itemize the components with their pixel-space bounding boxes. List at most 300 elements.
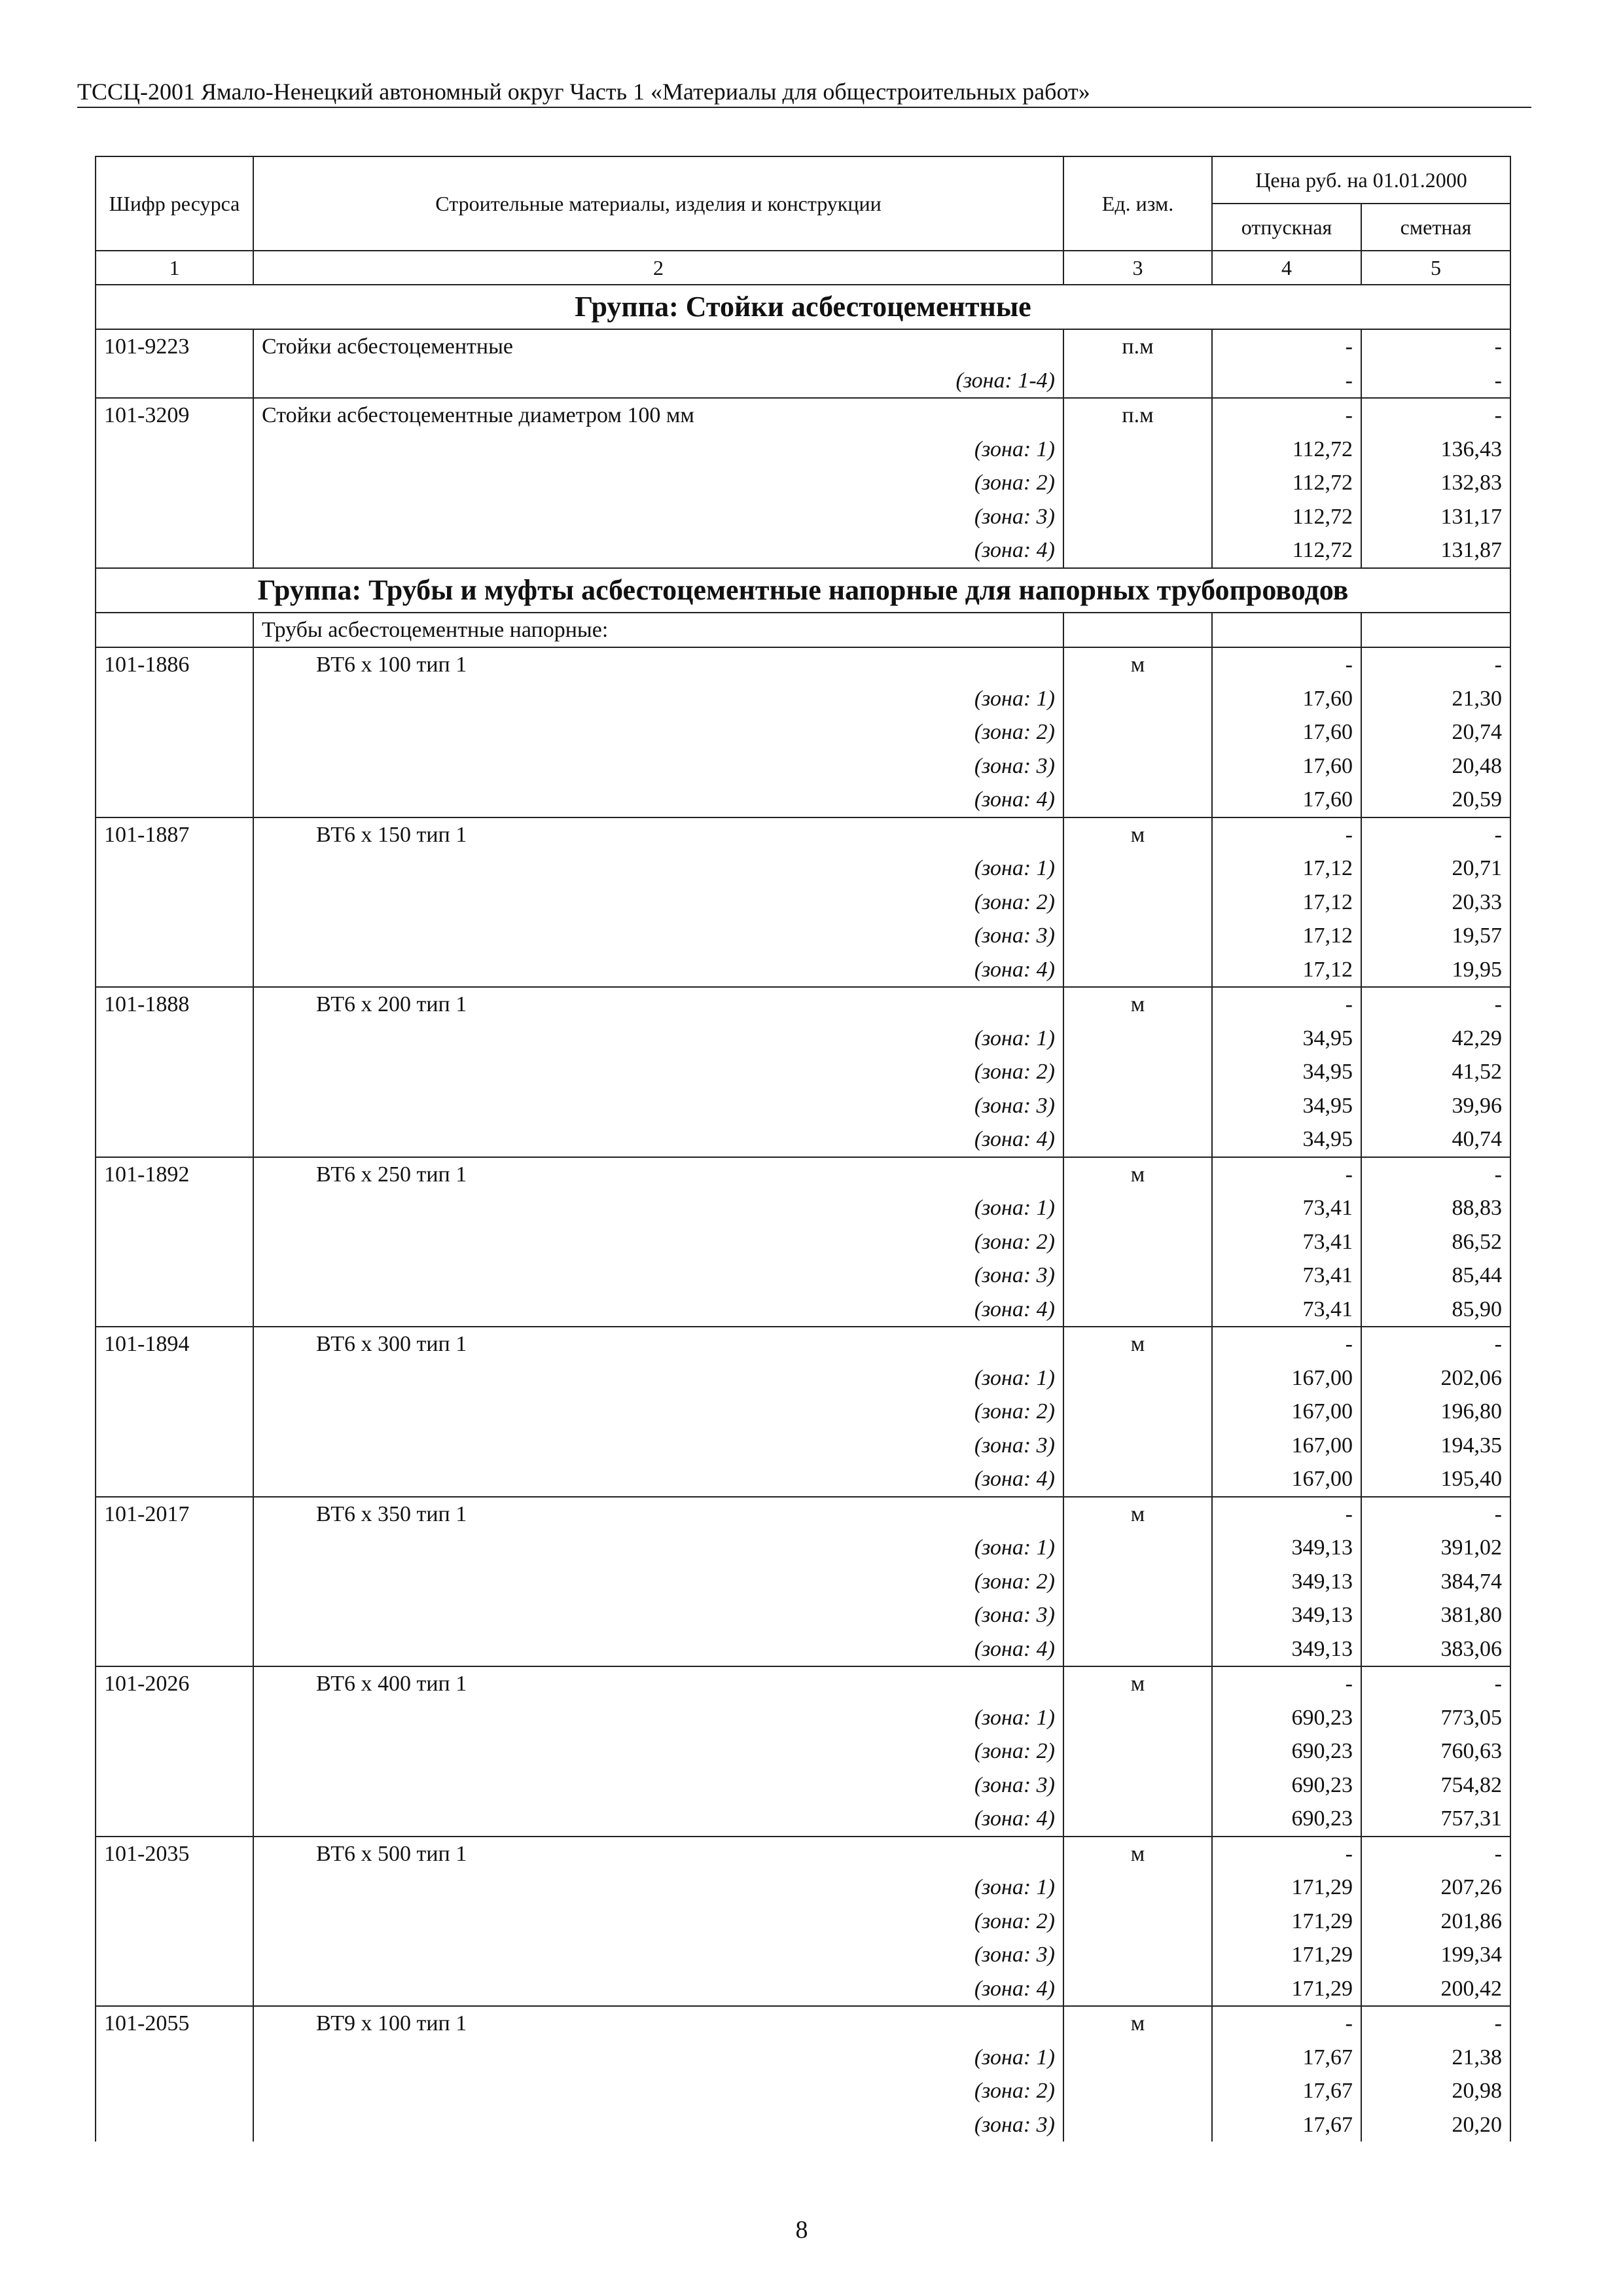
zone-label: (зона: 3) xyxy=(253,1598,1063,1632)
price-table xyxy=(95,156,1511,2142)
group-row xyxy=(96,568,1510,613)
zone-row xyxy=(96,852,1510,886)
empty-cell xyxy=(96,919,253,953)
zone-row xyxy=(96,1938,1510,1972)
release-price: 17,12 xyxy=(1212,852,1361,886)
release-price: 17,60 xyxy=(1212,715,1361,749)
zone-row xyxy=(96,2074,1510,2108)
release-price: 171,29 xyxy=(1212,1871,1361,1905)
zone-row xyxy=(96,783,1510,817)
empty-cell xyxy=(1063,749,1212,783)
column-number: 2 xyxy=(253,251,1063,285)
release-price: 34,95 xyxy=(1212,1022,1361,1056)
estimate-price: - xyxy=(1361,1666,1510,1701)
estimate-price: 760,63 xyxy=(1361,1734,1510,1768)
zone-row xyxy=(96,886,1510,920)
estimate-price: 86,52 xyxy=(1361,1225,1510,1259)
empty-cell xyxy=(96,1395,253,1429)
table-row xyxy=(96,329,1510,364)
zone-row xyxy=(96,533,1510,568)
zone-label: (зона: 1) xyxy=(253,1531,1063,1565)
material-name: ВТ6 х 300 тип 1 xyxy=(253,1327,1063,1361)
release-price: 690,23 xyxy=(1212,1768,1361,1803)
empty-cell xyxy=(96,682,253,716)
zone-label: (зона: 1) xyxy=(253,852,1063,886)
estimate-price: - xyxy=(1361,817,1510,852)
unit-cell: м xyxy=(1063,817,1212,852)
release-price: 112,72 xyxy=(1212,500,1361,534)
empty-cell xyxy=(96,1734,253,1768)
zone-label: (зона: 4) xyxy=(253,783,1063,817)
estimate-price: 202,06 xyxy=(1361,1361,1510,1395)
empty-cell xyxy=(96,1122,253,1157)
empty-cell xyxy=(96,1293,253,1327)
zone-label: (зона: 3) xyxy=(253,1938,1063,1972)
empty-cell xyxy=(96,1632,253,1667)
zone-label: (зона: 3) xyxy=(253,749,1063,783)
material-name: ВТ6 х 100 тип 1 xyxy=(253,647,1063,682)
zone-row xyxy=(96,749,1510,783)
empty-cell xyxy=(96,364,253,399)
estimate-price: 39,96 xyxy=(1361,1089,1510,1123)
empty-cell xyxy=(1063,364,1212,399)
estimate-price: 20,33 xyxy=(1361,886,1510,920)
running-header: ТССЦ-2001 Ямало-Ненецкий автономный округ Часть 1 «Материалы для общестроительных работ» xyxy=(77,79,1090,105)
release-price: 17,60 xyxy=(1212,783,1361,817)
empty-cell xyxy=(1063,500,1212,534)
table-row xyxy=(96,1327,1510,1361)
column-number: 5 xyxy=(1361,251,1510,285)
release-price: - xyxy=(1212,1497,1361,1532)
empty-cell xyxy=(1063,1089,1212,1123)
zone-row xyxy=(96,2041,1510,2075)
release-price: 112,72 xyxy=(1212,533,1361,568)
zone-label: (зона: 1) xyxy=(253,682,1063,716)
empty-cell xyxy=(1063,1462,1212,1497)
zone-row xyxy=(96,1531,1510,1565)
empty-cell xyxy=(96,1531,253,1565)
material-name: ВТ6 х 500 тип 1 xyxy=(253,1837,1063,1871)
empty-cell xyxy=(96,1938,253,1972)
release-price: 349,13 xyxy=(1212,1632,1361,1667)
material-name: ВТ6 х 400 тип 1 xyxy=(253,1666,1063,1701)
estimate-price: 391,02 xyxy=(1361,1531,1510,1565)
release-price: 34,95 xyxy=(1212,1055,1361,1089)
release-price: - xyxy=(1212,817,1361,852)
empty-cell xyxy=(96,1701,253,1735)
unit-cell: м xyxy=(1063,647,1212,682)
zone-label: (зона: 3) xyxy=(253,1259,1063,1293)
zone-row xyxy=(96,1293,1510,1327)
page-number: 8 xyxy=(795,2216,808,2244)
header-estimate: сметная xyxy=(1361,204,1510,251)
estimate-price: 19,57 xyxy=(1361,919,1510,953)
zone-row xyxy=(96,1802,1510,1837)
empty-cell xyxy=(1063,2041,1212,2075)
estimate-price: 20,74 xyxy=(1361,715,1510,749)
empty-cell xyxy=(96,1565,253,1599)
empty-cell xyxy=(96,500,253,534)
unit-cell: п.м xyxy=(1063,329,1212,364)
zone-label: (зона: 2) xyxy=(253,715,1063,749)
empty-cell xyxy=(96,1361,253,1395)
empty-cell xyxy=(96,1972,253,2007)
zone-row xyxy=(96,364,1510,399)
empty-cell xyxy=(96,1429,253,1463)
estimate-price: - xyxy=(1361,1837,1510,1871)
release-price: - xyxy=(1212,398,1361,433)
release-price: 690,23 xyxy=(1212,1701,1361,1735)
empty-cell xyxy=(1063,1701,1212,1735)
release-price: 73,41 xyxy=(1212,1225,1361,1259)
release-price: 17,67 xyxy=(1212,2074,1361,2108)
estimate-price: - xyxy=(1361,329,1510,364)
release-price: 73,41 xyxy=(1212,1293,1361,1327)
zone-row xyxy=(96,682,1510,716)
zone-row xyxy=(96,1361,1510,1395)
empty-cell xyxy=(1063,533,1212,568)
resource-code: 101-2035 xyxy=(96,1837,253,1871)
header-unit: Ед. изм. xyxy=(1063,156,1212,251)
zone-label: (зона: 3) xyxy=(253,500,1063,534)
zone-row xyxy=(96,1598,1510,1632)
material-name: ВТ6 х 350 тип 1 xyxy=(253,1497,1063,1532)
table-row xyxy=(96,2006,1510,2041)
zone-label: (зона: 1) xyxy=(253,1701,1063,1735)
release-price: 73,41 xyxy=(1212,1191,1361,1225)
release-price: 171,29 xyxy=(1212,1905,1361,1939)
zone-label: (зона: 4) xyxy=(253,1293,1063,1327)
zone-label: (зона: 3) xyxy=(253,1089,1063,1123)
table-row xyxy=(96,398,1510,433)
empty-cell xyxy=(96,2108,253,2142)
zone-label: (зона: 3) xyxy=(253,1429,1063,1463)
empty-cell xyxy=(1063,466,1212,500)
zone-label: (зона: 3) xyxy=(253,1768,1063,1803)
zone-label: (зона: 4) xyxy=(253,1632,1063,1667)
unit-cell: м xyxy=(1063,1157,1212,1192)
estimate-price: 85,90 xyxy=(1361,1293,1510,1327)
release-price: 17,67 xyxy=(1212,2108,1361,2142)
zone-label: (зона: 2) xyxy=(253,886,1063,920)
zone-row xyxy=(96,1089,1510,1123)
empty-cell xyxy=(96,715,253,749)
empty-cell xyxy=(96,852,253,886)
empty-cell xyxy=(96,1191,253,1225)
empty-cell xyxy=(1063,613,1212,648)
empty-cell xyxy=(96,1768,253,1803)
zone-label: (зона: 1) xyxy=(253,2041,1063,2075)
release-price: 171,29 xyxy=(1212,1938,1361,1972)
table-row xyxy=(96,1837,1510,1871)
release-price: 17,60 xyxy=(1212,682,1361,716)
release-price: - xyxy=(1212,2006,1361,2041)
zone-label: (зона: 2) xyxy=(253,466,1063,500)
release-price: - xyxy=(1212,364,1361,399)
empty-cell xyxy=(1063,1361,1212,1395)
estimate-price: 131,87 xyxy=(1361,533,1510,568)
empty-cell xyxy=(96,613,253,648)
release-price: - xyxy=(1212,1666,1361,1701)
empty-cell xyxy=(1063,1768,1212,1803)
group-row xyxy=(96,285,1510,329)
empty-cell xyxy=(1212,613,1361,648)
zone-label: (зона: 1) xyxy=(253,1191,1063,1225)
empty-cell xyxy=(96,466,253,500)
header-name: Строительные материалы, изделия и конструкции xyxy=(253,156,1063,251)
empty-cell xyxy=(96,1598,253,1632)
zone-label: (зона: 2) xyxy=(253,1395,1063,1429)
empty-cell xyxy=(96,1259,253,1293)
group-title: Группа: Трубы и муфты асбестоцементные напорные для напорных трубопроводов xyxy=(96,568,1510,613)
estimate-price: - xyxy=(1361,987,1510,1022)
resource-code: 101-1888 xyxy=(96,987,253,1022)
release-price: 112,72 xyxy=(1212,433,1361,467)
estimate-price: 383,06 xyxy=(1361,1632,1510,1667)
empty-cell xyxy=(1063,852,1212,886)
zone-label: (зона: 3) xyxy=(253,2108,1063,2142)
zone-label: (зона: 2) xyxy=(253,1905,1063,1939)
release-price: - xyxy=(1212,329,1361,364)
empty-cell xyxy=(96,1462,253,1497)
zone-label: (зона: 2) xyxy=(253,1055,1063,1089)
estimate-price: 136,43 xyxy=(1361,433,1510,467)
empty-cell xyxy=(96,1225,253,1259)
release-price: 73,41 xyxy=(1212,1259,1361,1293)
zone-row xyxy=(96,433,1510,467)
estimate-price: 40,74 xyxy=(1361,1122,1510,1157)
material-name: ВТ6 х 150 тип 1 xyxy=(253,817,1063,852)
resource-code: 101-9223 xyxy=(96,329,253,364)
zone-label: (зона: 4) xyxy=(253,533,1063,568)
empty-cell xyxy=(1063,2074,1212,2108)
zone-label: (зона: 1) xyxy=(253,1022,1063,1056)
empty-cell xyxy=(1063,1972,1212,2007)
material-name: Стойки асбестоцементные диаметром 100 мм xyxy=(253,398,1063,433)
release-price: 690,23 xyxy=(1212,1734,1361,1768)
release-price: - xyxy=(1212,1327,1361,1361)
zone-row xyxy=(96,1429,1510,1463)
resource-code: 101-3209 xyxy=(96,398,253,433)
zone-label: (зона: 4) xyxy=(253,1972,1063,2007)
zone-row xyxy=(96,466,1510,500)
table-row xyxy=(96,1497,1510,1532)
header-rule xyxy=(77,107,1531,108)
release-price: 167,00 xyxy=(1212,1462,1361,1497)
estimate-price: 20,48 xyxy=(1361,749,1510,783)
estimate-price: - xyxy=(1361,2006,1510,2041)
table-header-row xyxy=(96,156,1510,204)
empty-cell xyxy=(1063,1225,1212,1259)
zone-row xyxy=(96,1259,1510,1293)
zone-row xyxy=(96,500,1510,534)
zone-row xyxy=(96,1462,1510,1497)
estimate-price: 196,80 xyxy=(1361,1395,1510,1429)
zone-row xyxy=(96,953,1510,988)
release-price: - xyxy=(1212,647,1361,682)
estimate-price: 88,83 xyxy=(1361,1191,1510,1225)
release-price: 167,00 xyxy=(1212,1429,1361,1463)
resource-code: 101-1892 xyxy=(96,1157,253,1192)
release-price: 34,95 xyxy=(1212,1089,1361,1123)
zone-row xyxy=(96,1055,1510,1089)
material-name: ВТ6 х 200 тип 1 xyxy=(253,987,1063,1022)
resource-code: 101-1887 xyxy=(96,817,253,852)
unit-cell: м xyxy=(1063,1666,1212,1701)
estimate-price: 20,71 xyxy=(1361,852,1510,886)
empty-cell xyxy=(96,1022,253,1056)
zone-row xyxy=(96,1905,1510,1939)
empty-cell xyxy=(96,2041,253,2075)
zone-row xyxy=(96,1972,1510,2007)
empty-cell xyxy=(1063,1938,1212,1972)
release-price: 112,72 xyxy=(1212,466,1361,500)
zone-row xyxy=(96,1871,1510,1905)
release-price: 17,67 xyxy=(1212,2041,1361,2075)
release-price: 17,60 xyxy=(1212,749,1361,783)
estimate-price: 195,40 xyxy=(1361,1462,1510,1497)
unit-cell: м xyxy=(1063,1327,1212,1361)
estimate-price: 85,44 xyxy=(1361,1259,1510,1293)
empty-cell xyxy=(1063,886,1212,920)
empty-cell xyxy=(1063,1293,1212,1327)
column-number: 3 xyxy=(1063,251,1212,285)
subgroup-row xyxy=(96,613,1510,648)
release-price: 17,12 xyxy=(1212,919,1361,953)
unit-cell: м xyxy=(1063,1837,1212,1871)
empty-cell xyxy=(96,1802,253,1837)
zone-row xyxy=(96,715,1510,749)
release-price: 171,29 xyxy=(1212,1972,1361,2007)
release-price: - xyxy=(1212,1837,1361,1871)
unit-cell: м xyxy=(1063,2006,1212,2041)
empty-cell xyxy=(1063,1022,1212,1056)
estimate-price: 41,52 xyxy=(1361,1055,1510,1089)
column-number: 1 xyxy=(96,251,253,285)
column-number: 4 xyxy=(1212,251,1361,285)
zone-row xyxy=(96,1395,1510,1429)
empty-cell xyxy=(96,433,253,467)
resource-code: 101-2055 xyxy=(96,2006,253,2041)
estimate-price: 21,30 xyxy=(1361,682,1510,716)
empty-cell xyxy=(1063,953,1212,988)
material-name: Стойки асбестоцементные xyxy=(253,329,1063,364)
zone-label: (зона: 4) xyxy=(253,953,1063,988)
resource-code: 101-1886 xyxy=(96,647,253,682)
table-row xyxy=(96,817,1510,852)
zone-label: (зона: 4) xyxy=(253,1462,1063,1497)
empty-cell xyxy=(96,1905,253,1939)
resource-code: 101-2017 xyxy=(96,1497,253,1532)
empty-cell xyxy=(1063,919,1212,953)
empty-cell xyxy=(96,1089,253,1123)
empty-cell xyxy=(1063,433,1212,467)
empty-cell xyxy=(1063,1871,1212,1905)
release-price: 349,13 xyxy=(1212,1598,1361,1632)
zone-row xyxy=(96,1632,1510,1667)
zone-label: (зона: 1) xyxy=(253,1361,1063,1395)
estimate-price: 773,05 xyxy=(1361,1701,1510,1735)
zone-label: (зона: 1-4) xyxy=(253,364,1063,399)
estimate-price: 194,35 xyxy=(1361,1429,1510,1463)
empty-cell xyxy=(1063,715,1212,749)
empty-cell xyxy=(1063,1565,1212,1599)
price-table-body xyxy=(96,156,1510,2142)
estimate-price: - xyxy=(1361,647,1510,682)
estimate-price: 757,31 xyxy=(1361,1802,1510,1837)
estimate-price: 21,38 xyxy=(1361,2041,1510,2075)
estimate-price: 131,17 xyxy=(1361,500,1510,534)
estimate-price: 132,83 xyxy=(1361,466,1510,500)
release-price: 167,00 xyxy=(1212,1395,1361,1429)
subgroup-title: Трубы асбестоцементные напорные: xyxy=(253,613,1063,648)
zone-label: (зона: 2) xyxy=(253,2074,1063,2108)
estimate-price: 207,26 xyxy=(1361,1871,1510,1905)
empty-cell xyxy=(96,953,253,988)
empty-cell xyxy=(1063,1598,1212,1632)
material-name: ВТ9 х 100 тип 1 xyxy=(253,2006,1063,2041)
zone-label: (зона: 4) xyxy=(253,1122,1063,1157)
empty-cell xyxy=(1063,1395,1212,1429)
empty-cell xyxy=(1063,2108,1212,2142)
resource-code: 101-1894 xyxy=(96,1327,253,1361)
empty-cell xyxy=(1063,1632,1212,1667)
estimate-price: 200,42 xyxy=(1361,1972,1510,2007)
column-number-row xyxy=(96,251,1510,285)
resource-code: 101-2026 xyxy=(96,1666,253,1701)
release-price: 17,12 xyxy=(1212,886,1361,920)
empty-cell xyxy=(1063,1905,1212,1939)
table-row xyxy=(96,1157,1510,1192)
zone-label: (зона: 2) xyxy=(253,1565,1063,1599)
zone-row xyxy=(96,1768,1510,1803)
estimate-price: - xyxy=(1361,1157,1510,1192)
zone-row xyxy=(96,1122,1510,1157)
zone-label: (зона: 3) xyxy=(253,919,1063,953)
table-row xyxy=(96,987,1510,1022)
header-code: Шифр ресурса xyxy=(96,156,253,251)
estimate-price: - xyxy=(1361,364,1510,399)
zone-row xyxy=(96,2108,1510,2142)
estimate-price: 754,82 xyxy=(1361,1768,1510,1803)
release-price: 690,23 xyxy=(1212,1802,1361,1837)
zone-row xyxy=(96,1191,1510,1225)
empty-cell xyxy=(1063,1734,1212,1768)
empty-cell xyxy=(1063,1429,1212,1463)
material-name: ВТ6 х 250 тип 1 xyxy=(253,1157,1063,1192)
empty-cell xyxy=(96,783,253,817)
estimate-price: 201,86 xyxy=(1361,1905,1510,1939)
release-price: - xyxy=(1212,987,1361,1022)
zone-label: (зона: 4) xyxy=(253,1802,1063,1837)
table-row xyxy=(96,647,1510,682)
estimate-price: 20,20 xyxy=(1361,2108,1510,2142)
group-title: Группа: Стойки асбестоцементные xyxy=(96,285,1510,329)
estimate-price: 19,95 xyxy=(1361,953,1510,988)
estimate-price: 199,34 xyxy=(1361,1938,1510,1972)
header-price: Цена руб. на 01.01.2000 xyxy=(1212,156,1510,204)
empty-cell xyxy=(1063,1802,1212,1837)
empty-cell xyxy=(96,1871,253,1905)
estimate-price: - xyxy=(1361,398,1510,433)
unit-cell: м xyxy=(1063,987,1212,1022)
empty-cell xyxy=(1063,1122,1212,1157)
empty-cell xyxy=(96,533,253,568)
empty-cell xyxy=(96,2074,253,2108)
empty-cell xyxy=(1063,783,1212,817)
estimate-price: 20,59 xyxy=(1361,783,1510,817)
unit-cell: п.м xyxy=(1063,398,1212,433)
